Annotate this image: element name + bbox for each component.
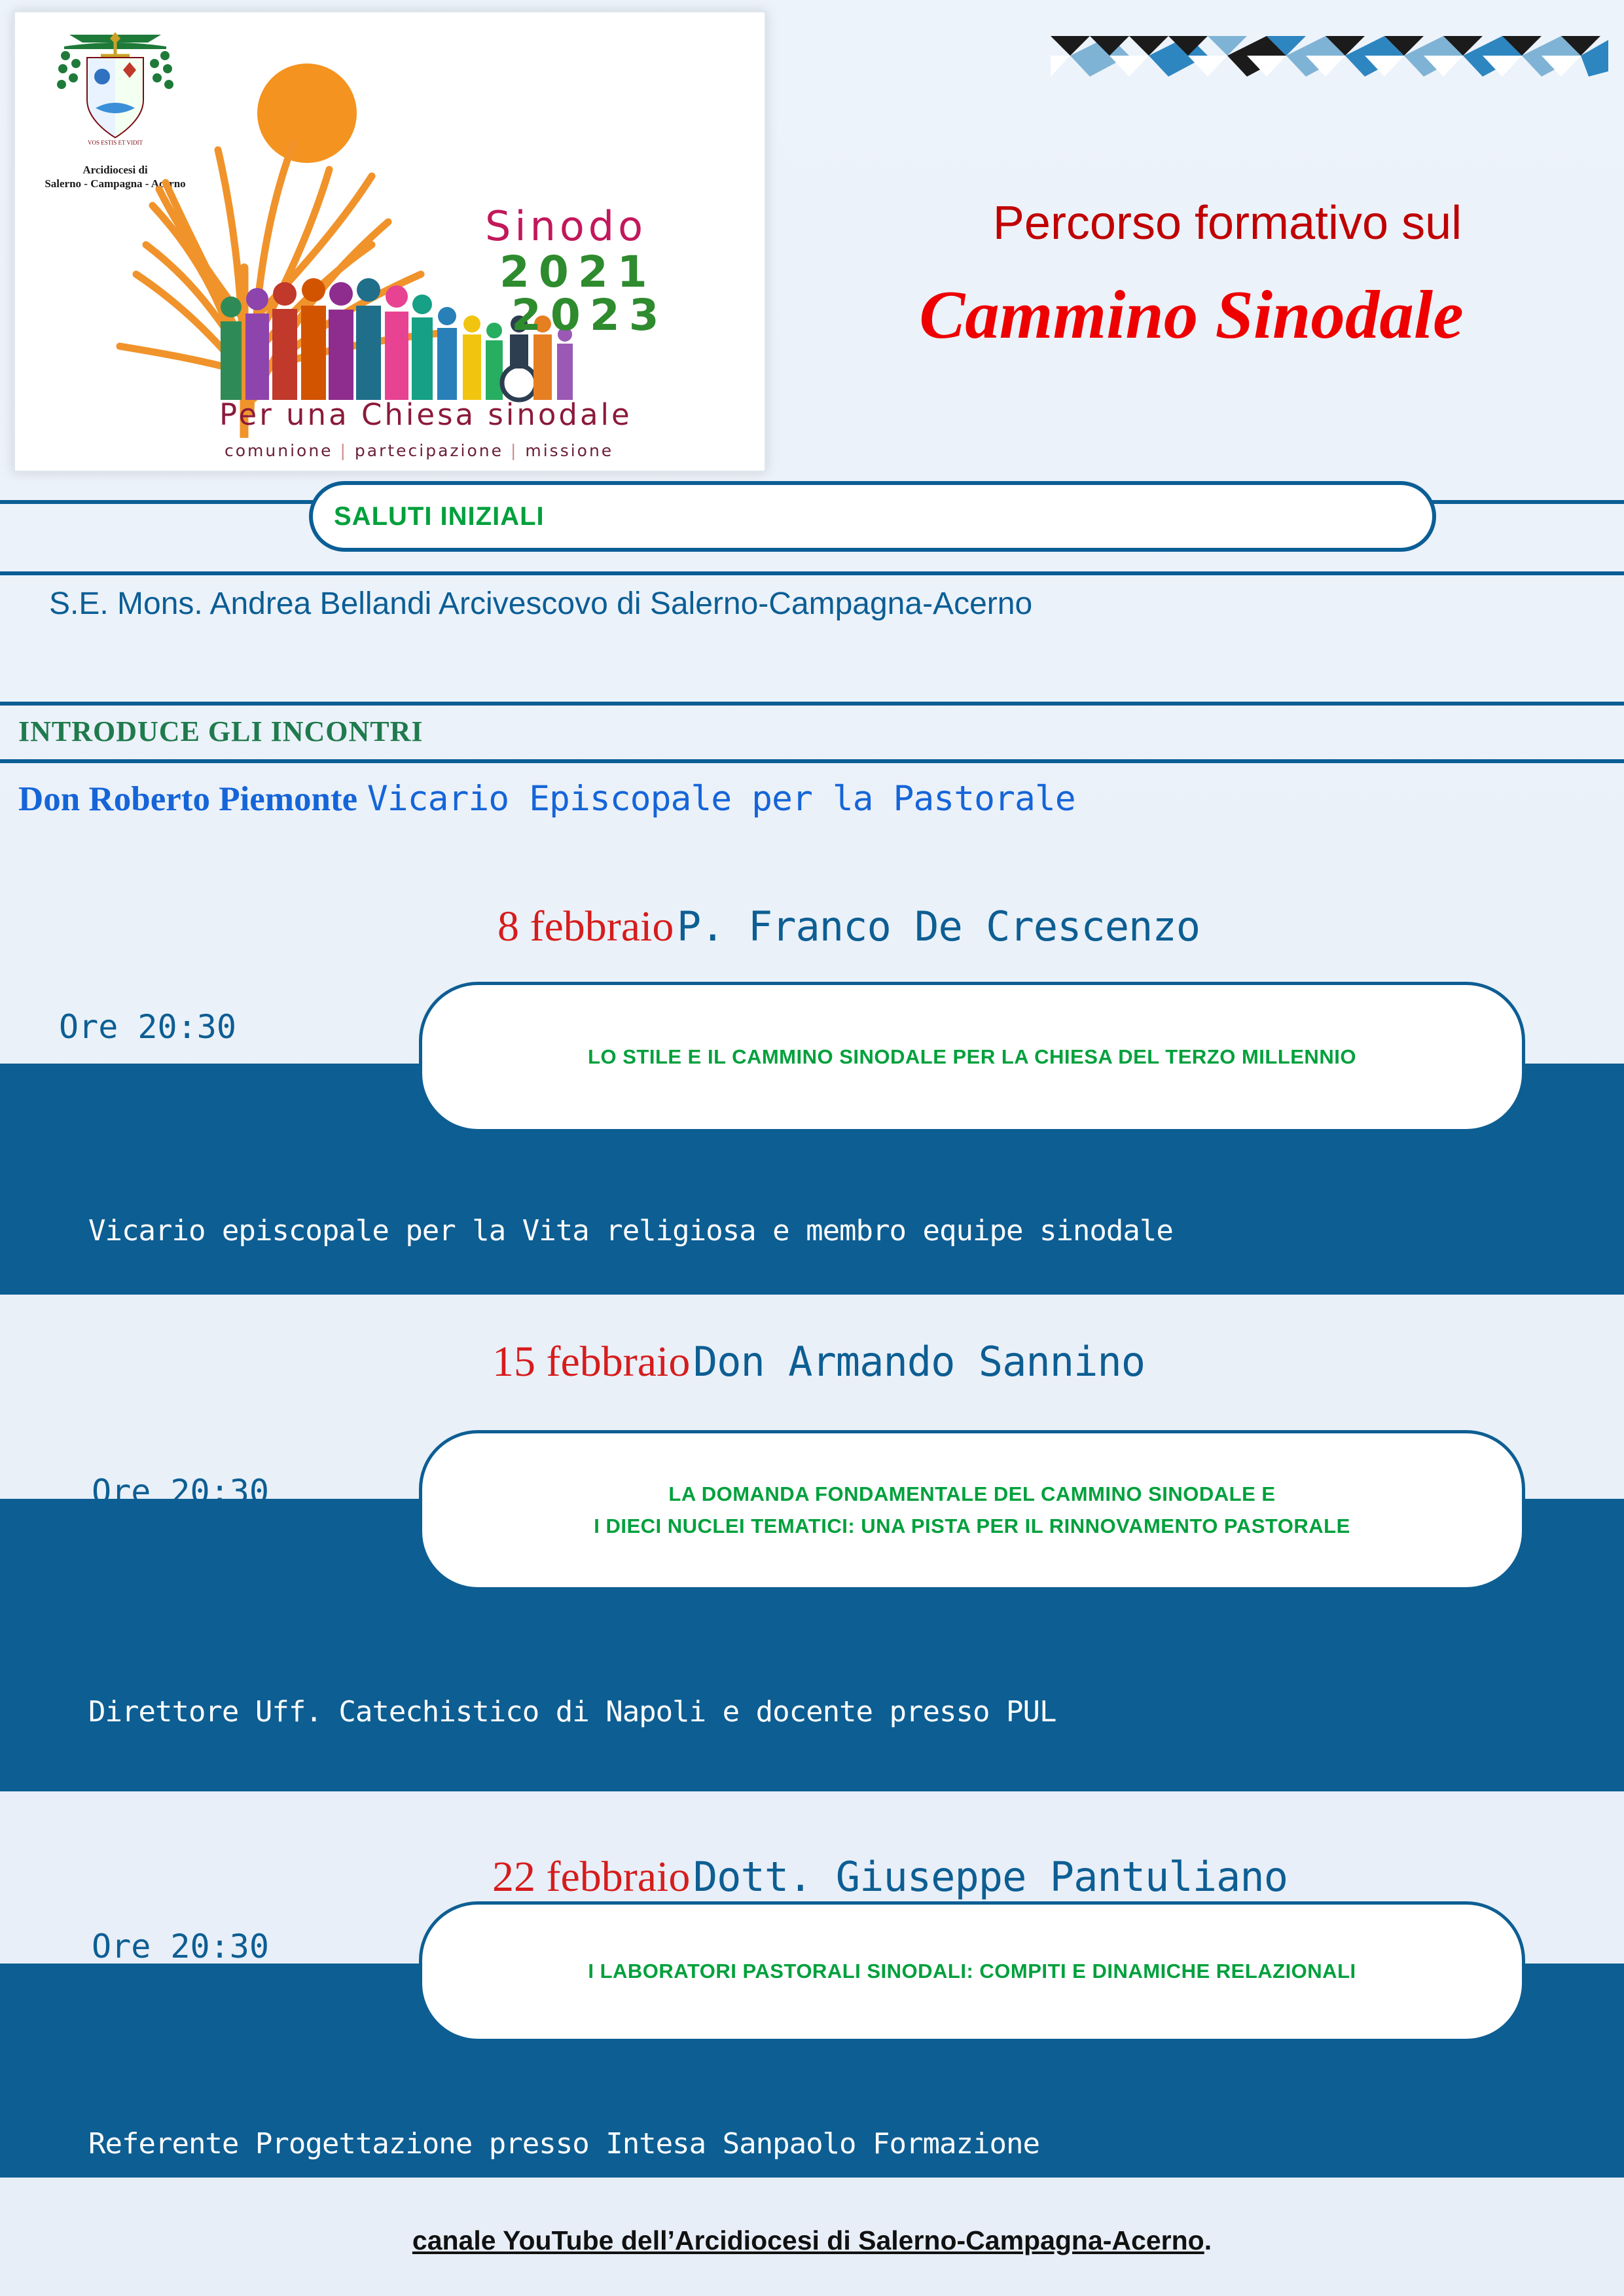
session-1-speaker: P. Franco De Crescenzo — [676, 903, 1200, 950]
intro-speaker-name: Don Roberto Piemonte — [18, 780, 358, 818]
session-3-speaker: Dott. Giuseppe Pantuliano — [693, 1853, 1288, 1901]
chevron-strip-decoration — [1051, 36, 1608, 77]
session-1-time: Ore 20:30 — [59, 1008, 236, 1046]
session-2-date: 15 febbraio — [492, 1338, 691, 1386]
synod-year-end: 2023 — [511, 290, 668, 340]
session-2-time: Ore 20:30 — [92, 1473, 269, 1511]
session-3-header — [492, 1852, 1288, 1902]
session-2-topic-line-2: I DIECI NUCLEI TEMATICI: UNA PISTA PER IL RINNOVAMENTO PASTORALE — [594, 1514, 1350, 1537]
divider-rule-4 — [0, 759, 1624, 763]
session-1-topic-line-1: LO STILE E IL CAMMINO SINODALE PER LA CHIESA DEL TERZO MILLENNIO — [588, 1045, 1356, 1068]
subword-comunione: comunione — [225, 441, 333, 460]
session-1-date: 8 febbraio — [497, 903, 674, 950]
session-1-topic-pill — [419, 982, 1525, 1132]
session-2-topic-line-1: LA DOMANDA FONDAMENTALE DEL CAMMINO SINODALE E — [668, 1482, 1276, 1506]
greetings-pill-label: SALUTI INIZIALI — [334, 502, 545, 531]
synod-logo-card — [13, 10, 767, 473]
crest-caption-line2: Salerno - Campagna - Acerno — [45, 177, 186, 190]
session-3-role: Referente Progettazione presso Intesa Sanpaolo Formazione — [88, 2127, 1039, 2161]
greetings-pill — [309, 481, 1436, 552]
synod-tagline: Per una Chiesa sinodale — [219, 397, 632, 432]
subword-partecipazione: partecipazione — [354, 441, 504, 460]
synod-subwords — [225, 441, 613, 460]
divider-rule-2 — [0, 571, 1624, 575]
session-3-topic-line-1: I LABORATORI PASTORALI SINODALI: COMPITI E DINAMICHE RELAZIONALI — [588, 1960, 1356, 1983]
page-title-line1: Percorso formativo sul — [992, 197, 1462, 249]
session-3-time: Ore 20:30 — [92, 1928, 269, 1965]
footer-channel-text: canale YouTube dell’Arcidiocesi di Salerno-Campagna-Acerno — [412, 2225, 1204, 2255]
session-1-role: Vicario episcopale per la Vita religiosa e membro equipe sinodale — [88, 1214, 1173, 1247]
intro-speaker-role: Vicario Episcopale per la Pastorale — [367, 779, 1075, 819]
crest-caption-line1: Arcidiocesi di — [82, 164, 148, 176]
session-2-topic-pill — [419, 1430, 1525, 1590]
synod-year-start: 2021 — [499, 247, 657, 297]
session-3-date: 22 febbraio — [492, 1853, 691, 1901]
intro-heading: INTRODUCE GLI INCONTRI — [18, 715, 424, 747]
session-2-header — [492, 1337, 1145, 1387]
subword-missione: missione — [525, 441, 614, 460]
intro-speaker-line — [18, 779, 1075, 819]
footer-note — [0, 2225, 1624, 2256]
synod-word: Sinodo — [485, 202, 647, 250]
subword-separator-1: | — [340, 441, 348, 460]
session-1-header — [497, 902, 1200, 952]
divider-rule-3 — [0, 702, 1624, 706]
subword-separator-2: | — [510, 441, 518, 460]
session-2-role: Direttore Uff. Catechistico di Napoli e docente presso PUL — [88, 1695, 1056, 1729]
session-3-topic-pill — [419, 1901, 1525, 2042]
greetings-speaker: S.E. Mons. Andrea Bellandi Arcivescovo di Salerno-Campagna-Acerno — [49, 586, 1033, 621]
svg-text:VOS ESTIS ET VIDIT: VOS ESTIS ET VIDIT — [88, 139, 143, 146]
footer-period: . — [1204, 2225, 1212, 2255]
page-title-line2: Cammino Sinodale — [919, 276, 1464, 353]
session-2-speaker: Don Armando Sannino — [693, 1338, 1146, 1386]
